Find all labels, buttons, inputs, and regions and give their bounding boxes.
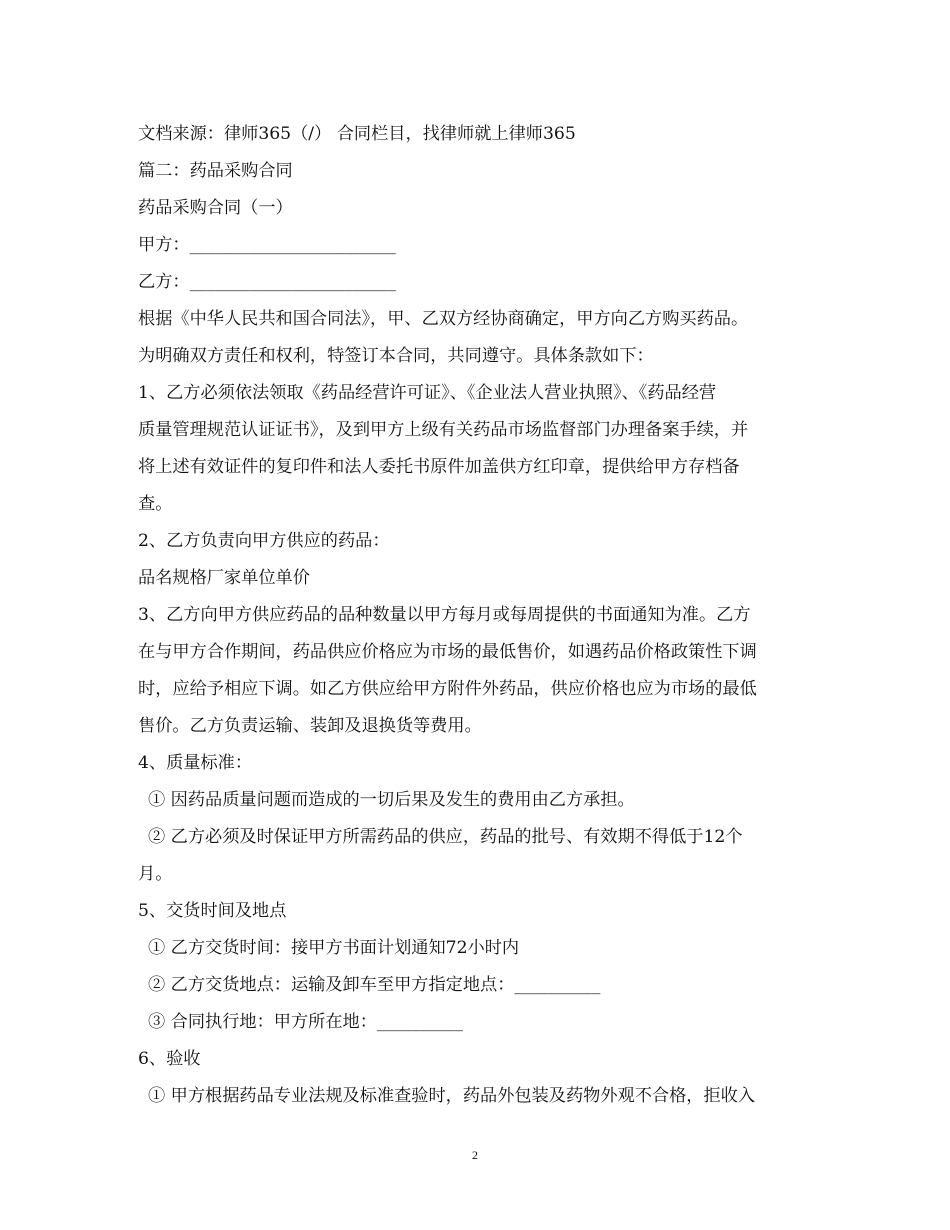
paragraph-line: 根据《中华人民共和国合同法》，甲、乙双方经协商确定，甲方向乙方购买药品。 <box>138 309 749 329</box>
clause-5-item-3: ③ 合同执行地：甲方所在地：__________ <box>148 1012 463 1032</box>
clause-1-line: 查。 <box>138 494 173 514</box>
clause-4-item-1: ① 因药品质量问题而造成的一切后果及发生的费用由乙方承担。 <box>148 790 635 810</box>
section-heading: 篇二：药品采购合同 <box>138 161 293 181</box>
contract-title: 药品采购合同（一） <box>138 198 293 218</box>
clause-4-heading: 4、质量标准： <box>138 753 253 773</box>
clause-5-item-1: ① 乙方交货时间：接甲方书面计划通知72小时内 <box>148 938 520 958</box>
source-line: 文档来源：律师365（/） 合同栏目，找律师就上律师365 <box>138 124 576 144</box>
product-columns-line: 品名规格厂家单位单价 <box>138 568 310 588</box>
clause-1-line: 1、乙方必须依法领取《药品经营许可证》、《企业法人营业执照》、《药品经营 <box>138 383 717 403</box>
clause-4-item-2-continued: 月。 <box>138 864 173 884</box>
party-a-line: 甲方：________________________ <box>138 235 396 255</box>
party-b-line: 乙方：________________________ <box>138 272 396 292</box>
clause-1-line: 质量管理规范认证证书》，及到甲方上级有关药品市场监督部门办理备案手续，并 <box>138 420 749 440</box>
page-number: 2 <box>472 1148 478 1162</box>
document-body <box>138 116 818 1115</box>
clause-5-item-2: ② 乙方交货地点：运输及卸车至甲方指定地点：__________ <box>148 975 601 995</box>
clause-4-item-2: ② 乙方必须及时保证甲方所需药品的供应，药品的批号、有效期不得低于12个 <box>148 827 743 847</box>
clause-3-line: 在与甲方合作期间，药品供应价格应为市场的最低售价，如遇药品价格政策性下调 <box>138 642 757 662</box>
clause-3-line: 时，应给予相应下调。如乙方供应给甲方附件外药品，供应价格也应为市场的最低 <box>138 679 757 699</box>
clause-3-line: 售价。乙方负责运输、装卸及退换货等费用。 <box>138 716 482 736</box>
paragraph-line: 为明确双方责任和权利，特签订本合同，共同遵守。具体条款如下： <box>138 346 654 366</box>
clause-6-item-1: ① 甲方根据药品专业法规及标准查验时，药品外包装及药物外观不合格，拒收入 <box>148 1086 756 1106</box>
clause-5-heading: 5、交货时间及地点 <box>138 901 287 921</box>
clause-2-line: 2、乙方负责向甲方供应的药品： <box>138 531 390 551</box>
clause-1-line: 将上述有效证件的复印件和法人委托书原件加盖供方红印章，提供给甲方存档备 <box>138 457 740 477</box>
clause-3-line: 3、乙方向甲方供应药品的品种数量以甲方每月或每周提供的书面通知为准。乙方 <box>138 605 751 625</box>
clause-6-heading: 6、验收 <box>138 1049 201 1069</box>
